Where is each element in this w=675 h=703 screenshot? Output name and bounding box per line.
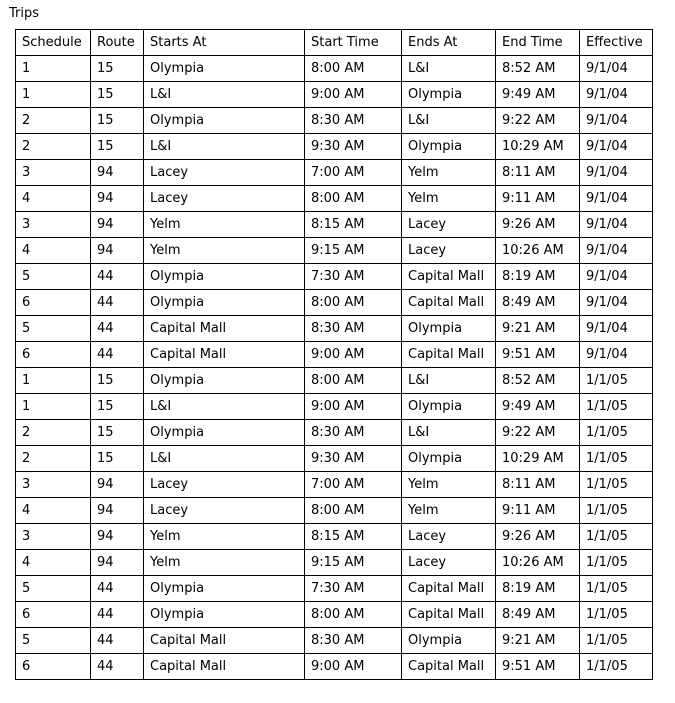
end-time-cell: 9:21 AM [496,316,580,342]
starts-at-cell: Lacey [144,472,305,498]
route-cell: 94 [91,472,144,498]
schedule-cell: 5 [16,576,91,602]
end-time-cell: 8:19 AM [496,576,580,602]
schedule-cell: 4 [16,238,91,264]
table-row [16,212,653,238]
start-time-cell: 8:30 AM [305,108,402,134]
table-row [16,290,653,316]
ends-at-cell: Capital Mall [402,342,496,368]
schedule-cell: 5 [16,264,91,290]
ends-at-cell: Capital Mall [402,602,496,628]
route-cell: 44 [91,290,144,316]
starts-at-cell: Olympia [144,264,305,290]
starts-at-cell: Capital Mall [144,342,305,368]
starts-at-cell: Olympia [144,576,305,602]
start-time-cell: 8:30 AM [305,628,402,654]
starts-at-cell: Olympia [144,56,305,82]
end-time-cell: 9:21 AM [496,628,580,654]
start-time-cell: 9:00 AM [305,82,402,108]
start-time-cell: 9:30 AM [305,134,402,160]
table-row [16,602,653,628]
table-row [16,550,653,576]
ends-at-cell: L&I [402,368,496,394]
start-time-cell: 8:15 AM [305,212,402,238]
effective-cell: 1/1/05 [580,550,653,576]
table-row [16,576,653,602]
route-cell: 94 [91,212,144,238]
starts-at-cell: Capital Mall [144,654,305,680]
starts-at-cell: Lacey [144,186,305,212]
schedule-cell: 1 [16,82,91,108]
starts-at-cell: Yelm [144,550,305,576]
end-time-cell: 9:26 AM [496,524,580,550]
start-time-cell: 9:30 AM [305,446,402,472]
route-cell: 15 [91,82,144,108]
end-time-cell: 8:52 AM [496,56,580,82]
starts-at-cell: Lacey [144,160,305,186]
schedule-cell: 6 [16,602,91,628]
ends-at-cell: Lacey [402,238,496,264]
route-cell: 15 [91,108,144,134]
start-time-cell: 8:00 AM [305,186,402,212]
starts-at-cell: L&I [144,134,305,160]
starts-at-cell: Olympia [144,602,305,628]
table-row [16,368,653,394]
table-row [16,498,653,524]
schedule-cell: 3 [16,212,91,238]
ends-at-cell: Capital Mall [402,576,496,602]
route-cell: 44 [91,316,144,342]
starts-at-cell: Lacey [144,498,305,524]
route-cell: 94 [91,160,144,186]
end-time-cell: 9:51 AM [496,654,580,680]
ends-at-cell: Capital Mall [402,264,496,290]
ends-at-cell: Yelm [402,186,496,212]
table-row [16,160,653,186]
effective-cell: 9/1/04 [580,238,653,264]
ends-at-cell: Capital Mall [402,654,496,680]
starts-at-cell: Olympia [144,368,305,394]
end-time-cell: 8:49 AM [496,290,580,316]
effective-cell: 9/1/04 [580,212,653,238]
start-time-cell: 8:00 AM [305,290,402,316]
effective-cell: 1/1/05 [580,420,653,446]
ends-at-cell: Olympia [402,446,496,472]
effective-cell: 1/1/05 [580,498,653,524]
start-time-cell: 7:00 AM [305,160,402,186]
start-time-cell: 7:30 AM [305,576,402,602]
column-header-schedule: Schedule [16,30,91,56]
route-cell: 94 [91,524,144,550]
schedule-cell: 6 [16,342,91,368]
ends-at-cell: L&I [402,108,496,134]
table-row [16,524,653,550]
effective-cell: 9/1/04 [580,264,653,290]
start-time-cell: 8:30 AM [305,420,402,446]
start-time-cell: 7:00 AM [305,472,402,498]
end-time-cell: 8:49 AM [496,602,580,628]
table-row [16,472,653,498]
column-header-ends-at: Ends At [402,30,496,56]
end-time-cell: 8:52 AM [496,368,580,394]
start-time-cell: 8:00 AM [305,498,402,524]
effective-cell: 1/1/05 [580,602,653,628]
end-time-cell: 9:11 AM [496,498,580,524]
table-body [16,56,653,680]
route-cell: 94 [91,550,144,576]
route-cell: 44 [91,264,144,290]
schedule-cell: 1 [16,56,91,82]
effective-cell: 1/1/05 [580,472,653,498]
ends-at-cell: Yelm [402,160,496,186]
start-time-cell: 7:30 AM [305,264,402,290]
table-row [16,342,653,368]
start-time-cell: 8:00 AM [305,56,402,82]
starts-at-cell: Yelm [144,212,305,238]
column-header-end-time: End Time [496,30,580,56]
effective-cell: 9/1/04 [580,108,653,134]
route-cell: 44 [91,576,144,602]
table-row [16,446,653,472]
starts-at-cell: Yelm [144,238,305,264]
end-time-cell: 8:11 AM [496,160,580,186]
ends-at-cell: Capital Mall [402,290,496,316]
start-time-cell: 9:00 AM [305,394,402,420]
end-time-cell: 9:11 AM [496,186,580,212]
ends-at-cell: L&I [402,56,496,82]
end-time-cell: 10:26 AM [496,238,580,264]
end-time-cell: 8:11 AM [496,472,580,498]
ends-at-cell: Olympia [402,134,496,160]
column-header-route: Route [91,30,144,56]
effective-cell: 9/1/04 [580,290,653,316]
end-time-cell: 9:49 AM [496,82,580,108]
route-cell: 44 [91,342,144,368]
schedule-cell: 1 [16,394,91,420]
table-row [16,186,653,212]
table-row [16,628,653,654]
end-time-cell: 8:19 AM [496,264,580,290]
route-cell: 15 [91,446,144,472]
ends-at-cell: L&I [402,420,496,446]
route-cell: 94 [91,238,144,264]
schedule-cell: 2 [16,420,91,446]
starts-at-cell: Capital Mall [144,628,305,654]
schedule-cell: 5 [16,316,91,342]
starts-at-cell: Yelm [144,524,305,550]
start-time-cell: 8:00 AM [305,602,402,628]
schedule-cell: 4 [16,550,91,576]
starts-at-cell: L&I [144,446,305,472]
page-title: Trips [9,6,40,21]
table-row [16,654,653,680]
starts-at-cell: Olympia [144,290,305,316]
effective-cell: 1/1/05 [580,628,653,654]
start-time-cell: 9:15 AM [305,550,402,576]
table-header [16,30,653,56]
column-header-starts-at: Starts At [144,30,305,56]
starts-at-cell: Olympia [144,108,305,134]
route-cell: 44 [91,602,144,628]
start-time-cell: 8:00 AM [305,368,402,394]
end-time-cell: 9:49 AM [496,394,580,420]
schedule-cell: 3 [16,160,91,186]
end-time-cell: 10:29 AM [496,134,580,160]
route-cell: 94 [91,186,144,212]
start-time-cell: 8:30 AM [305,316,402,342]
table-row [16,264,653,290]
effective-cell: 9/1/04 [580,186,653,212]
table-row [16,134,653,160]
schedule-cell: 2 [16,446,91,472]
effective-cell: 1/1/05 [580,394,653,420]
table-row [16,394,653,420]
start-time-cell: 9:00 AM [305,654,402,680]
start-time-cell: 9:00 AM [305,342,402,368]
start-time-cell: 8:15 AM [305,524,402,550]
end-time-cell: 10:29 AM [496,446,580,472]
schedule-cell: 3 [16,524,91,550]
end-time-cell: 9:26 AM [496,212,580,238]
ends-at-cell: Olympia [402,394,496,420]
ends-at-cell: Yelm [402,472,496,498]
effective-cell: 1/1/05 [580,524,653,550]
end-time-cell: 9:22 AM [496,420,580,446]
route-cell: 44 [91,628,144,654]
schedule-cell: 2 [16,108,91,134]
ends-at-cell: Yelm [402,498,496,524]
starts-at-cell: L&I [144,394,305,420]
effective-cell: 1/1/05 [580,654,653,680]
schedule-cell: 2 [16,134,91,160]
ends-at-cell: Lacey [402,212,496,238]
end-time-cell: 9:51 AM [496,342,580,368]
schedule-cell: 6 [16,654,91,680]
ends-at-cell: Olympia [402,628,496,654]
effective-cell: 9/1/04 [580,342,653,368]
route-cell: 44 [91,654,144,680]
table-row [16,316,653,342]
ends-at-cell: Olympia [402,316,496,342]
effective-cell: 1/1/05 [580,446,653,472]
column-header-start-time: Start Time [305,30,402,56]
schedule-cell: 6 [16,290,91,316]
ends-at-cell: Olympia [402,82,496,108]
effective-cell: 1/1/05 [580,576,653,602]
end-time-cell: 10:26 AM [496,550,580,576]
effective-cell: 1/1/05 [580,368,653,394]
table-row [16,238,653,264]
route-cell: 15 [91,420,144,446]
ends-at-cell: Lacey [402,524,496,550]
table-row [16,56,653,82]
schedule-cell: 4 [16,498,91,524]
starts-at-cell: Olympia [144,420,305,446]
route-cell: 15 [91,134,144,160]
effective-cell: 9/1/04 [580,56,653,82]
start-time-cell: 9:15 AM [305,238,402,264]
ends-at-cell: Lacey [402,550,496,576]
trips-table [15,29,653,680]
schedule-cell: 3 [16,472,91,498]
schedule-cell: 4 [16,186,91,212]
schedule-cell: 1 [16,368,91,394]
schedule-cell: 5 [16,628,91,654]
route-cell: 94 [91,498,144,524]
table-row [16,420,653,446]
starts-at-cell: L&I [144,82,305,108]
route-cell: 15 [91,368,144,394]
effective-cell: 9/1/04 [580,134,653,160]
effective-cell: 9/1/04 [580,316,653,342]
end-time-cell: 9:22 AM [496,108,580,134]
effective-cell: 9/1/04 [580,82,653,108]
effective-cell: 9/1/04 [580,160,653,186]
column-header-effective: Effective [580,30,653,56]
starts-at-cell: Capital Mall [144,316,305,342]
header-row [16,30,653,56]
route-cell: 15 [91,56,144,82]
table-row [16,82,653,108]
table-row [16,108,653,134]
route-cell: 15 [91,394,144,420]
